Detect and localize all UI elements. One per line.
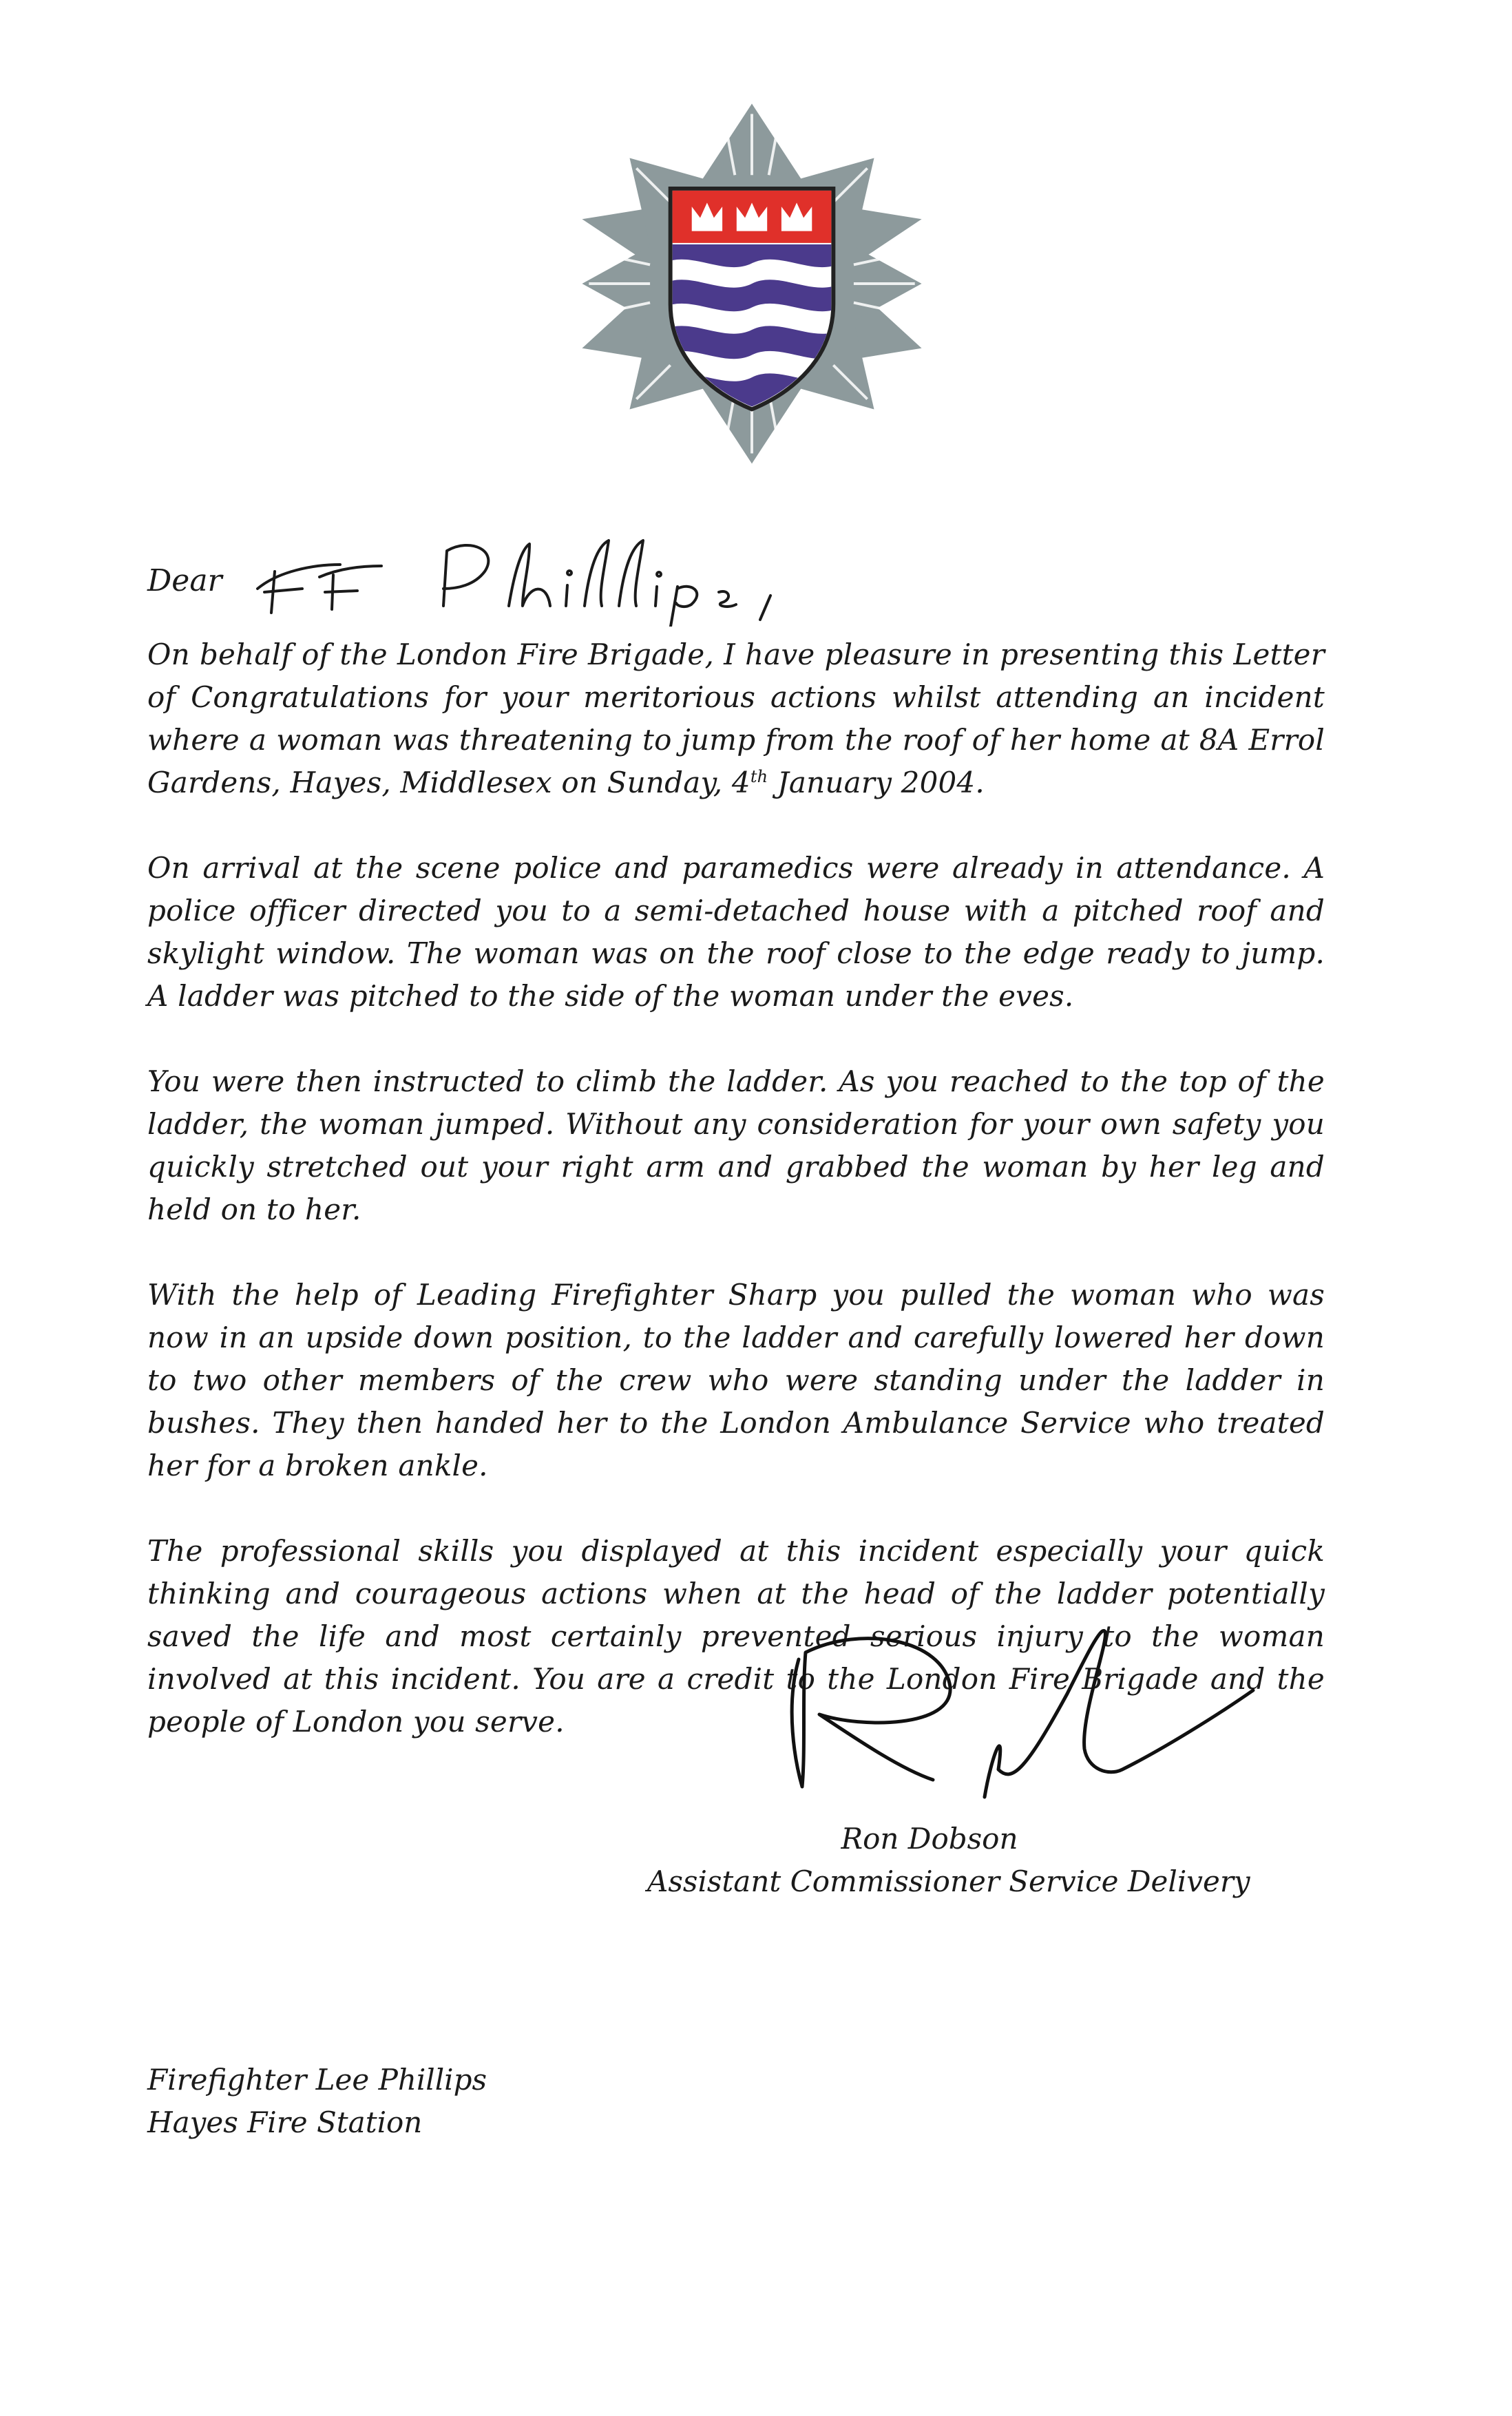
star-shield-icon [555, 98, 949, 470]
signatory-block [647, 1818, 1250, 1903]
ordinal-suffix: th [750, 767, 768, 786]
recipient-name: Firefighter Lee Phillips [147, 2063, 487, 2097]
recipient-block [147, 2059, 767, 2144]
handwritten-name-ink [237, 523, 857, 627]
paragraph-1-text-end: January 2004. [768, 766, 985, 799]
recipient-station: Hayes Fire Station [147, 2105, 423, 2139]
salutation-dear: Dear [147, 563, 222, 598]
signatory-title: Assistant Commissioner Service Delivery [647, 1864, 1250, 1898]
signature [778, 1611, 1274, 1818]
signature-ink [778, 1611, 1274, 1818]
brigade-emblem-logo [555, 98, 949, 470]
paragraph-4: With the help of Leading Firefighter Sharp you pulled the woman who was now in an upside down position, to the ladder and carefully lowered her down to two other members of the crew who were standing under the ladder in bushes. They then handed her to the London Ambulance Service who treated her for a broken ankle. [147, 1278, 1325, 1482]
paragraph-5: The professional skills you displayed at this incident especially your quick thinking and courageous actions when at the head of the ladder potentially saved the life and most certainly prevented serious injury to the woman involved at this incident. You are a credit to the London Fire Brigade and the people of London you serve. [147, 1534, 1325, 1739]
paragraph-3: You were then instructed to climb the ladder. As you reached to the top of the ladder, the woman jumped. Without any consideration for your own safety you quickly stretched out your right arm and grabbed the woman by her leg and held on to her. [147, 1064, 1325, 1226]
handwritten-recipient-name [237, 523, 857, 627]
signatory-name: Ron Dobson [841, 1822, 1018, 1856]
paragraph-2: On arrival at the scene police and paramedics were already in attendance. A police officer directed you to a semi-detached house with a pitched roof and skylight window. The woman was on the roof close to the edge ready to jump. A ladder was pitched to the side of the woman under the eves. [147, 851, 1325, 1013]
salutation [147, 523, 905, 633]
paragraph-1 [147, 633, 1325, 804]
paragraph-1-text: On behalf of the London Fire Brigade, I have pleasure in presenting this Letter of Congratulations for your meritorious actions whilst attending an incident where a woman was threatening to jump from the roof of her home at 8A Errol Gardens, Hayes, Middlesex on Sunday, 4 [147, 638, 1325, 799]
